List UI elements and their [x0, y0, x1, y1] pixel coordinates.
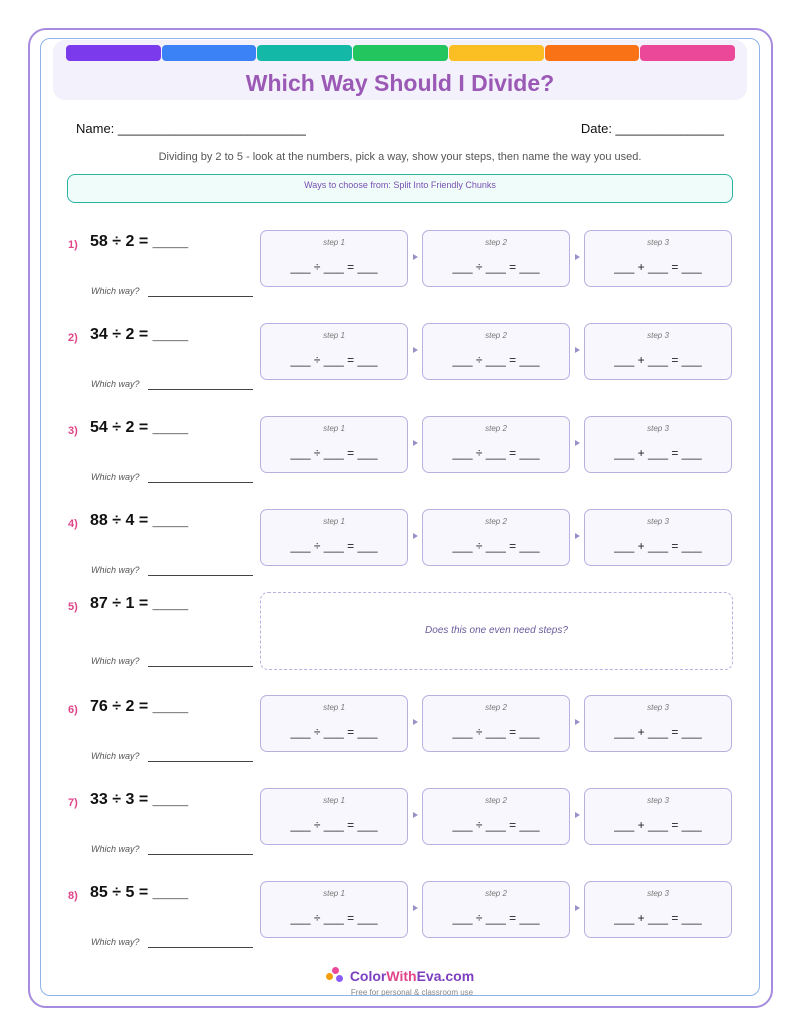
step-equation[interactable]: ___ + ___ = ___: [614, 353, 702, 367]
step-equation[interactable]: ___ + ___ = ___: [614, 539, 702, 553]
step-label: step 1: [323, 889, 345, 898]
problem-expression[interactable]: 58 ÷ 2 = ____: [90, 233, 189, 250]
problem-number: 7): [68, 797, 78, 809]
no-steps-box[interactable]: Does this one even need steps?: [260, 592, 733, 670]
problem-row: [0, 788, 800, 878]
step-label: step 3: [647, 331, 669, 340]
strategy-box: Ways to choose from: Split Into Friendly Chunks: [67, 174, 733, 203]
color-stripe: [353, 45, 448, 61]
arrow-right-icon: [413, 347, 418, 353]
step-box[interactable]: [260, 509, 408, 566]
step-box[interactable]: [422, 416, 570, 473]
step-label: step 1: [323, 331, 345, 340]
step-box[interactable]: [422, 788, 570, 845]
arrow-right-icon: [575, 254, 580, 260]
arrow-right-icon: [575, 347, 580, 353]
step-label: step 3: [647, 796, 669, 805]
arrow-right-icon: [575, 905, 580, 911]
step-equation[interactable]: ___ + ___ = ___: [614, 911, 702, 925]
step-equation[interactable]: ___ ÷ ___ = ___: [290, 260, 378, 274]
which-way-label: Which way?: [91, 751, 140, 761]
step-label: step 3: [647, 517, 669, 526]
problem-row: [0, 323, 800, 413]
which-way-label: Which way?: [91, 656, 140, 666]
step-label: step 1: [323, 517, 345, 526]
step-box[interactable]: [422, 323, 570, 380]
arrow-right-icon: [413, 254, 418, 260]
step-label: step 2: [485, 331, 507, 340]
which-way-label: Which way?: [91, 286, 140, 296]
color-stripe: [66, 45, 161, 61]
step-equation[interactable]: ___ ÷ ___ = ___: [452, 446, 540, 460]
arrow-right-icon: [575, 533, 580, 539]
step-box[interactable]: [422, 509, 570, 566]
which-way-answer-line[interactable]: [148, 947, 253, 948]
color-stripe: [449, 45, 544, 61]
step-box[interactable]: [260, 323, 408, 380]
footer: [0, 967, 800, 997]
arrow-right-icon: [575, 440, 580, 446]
which-way-label: Which way?: [91, 565, 140, 575]
arrow-right-icon: [413, 812, 418, 818]
step-label: step 3: [647, 238, 669, 247]
problem-row: [0, 416, 800, 506]
which-way-answer-line[interactable]: [148, 296, 253, 297]
problem-expression[interactable]: 76 ÷ 2 = ____: [90, 698, 189, 715]
step-equation[interactable]: ___ ÷ ___ = ___: [452, 818, 540, 832]
arrow-right-icon: [413, 905, 418, 911]
arrow-right-icon: [575, 812, 580, 818]
step-equation[interactable]: ___ + ___ = ___: [614, 725, 702, 739]
step-box[interactable]: [260, 230, 408, 287]
problem-row: [0, 695, 800, 785]
step-box[interactable]: [584, 509, 732, 566]
step-equation[interactable]: ___ ÷ ___ = ___: [290, 911, 378, 925]
problem-number: 5): [68, 601, 78, 613]
step-box[interactable]: [422, 230, 570, 287]
which-way-answer-line[interactable]: [148, 854, 253, 855]
step-equation[interactable]: ___ ÷ ___ = ___: [290, 539, 378, 553]
step-label: step 2: [485, 889, 507, 898]
which-way-label: Which way?: [91, 937, 140, 947]
which-way-label: Which way?: [91, 844, 140, 854]
date-field[interactable]: Date: _______________: [580, 121, 724, 136]
step-box[interactable]: [584, 881, 732, 938]
palette-icon: [326, 967, 344, 985]
color-stripe: [545, 45, 640, 61]
problem-expression[interactable]: 88 ÷ 4 = ____: [90, 512, 189, 529]
step-equation[interactable]: ___ ÷ ___ = ___: [290, 725, 378, 739]
step-box[interactable]: [422, 695, 570, 752]
problem-number: 8): [68, 890, 78, 902]
step-label: step 3: [647, 703, 669, 712]
arrow-right-icon: [413, 719, 418, 725]
instructions-text: Dividing by 2 to 5 - look at the numbers, pick a way, show your steps, then name the way you used.: [158, 151, 642, 163]
step-equation[interactable]: ___ ÷ ___ = ___: [452, 539, 540, 553]
footer-tagline: Free for personal & classroom use: [350, 988, 474, 997]
step-label: step 1: [323, 703, 345, 712]
arrow-right-icon: [413, 533, 418, 539]
step-equation[interactable]: ___ ÷ ___ = ___: [290, 818, 378, 832]
step-label: step 1: [323, 424, 345, 433]
step-equation[interactable]: ___ ÷ ___ = ___: [452, 911, 540, 925]
step-equation[interactable]: ___ ÷ ___ = ___: [452, 260, 540, 274]
color-stripe-bar: [66, 45, 735, 61]
arrow-right-icon: [575, 719, 580, 725]
which-way-answer-line[interactable]: [148, 666, 253, 667]
which-way-answer-line[interactable]: [148, 389, 253, 390]
step-equation[interactable]: ___ ÷ ___ = ___: [452, 725, 540, 739]
step-label: step 2: [485, 703, 507, 712]
step-box[interactable]: [260, 695, 408, 752]
step-box[interactable]: [584, 323, 732, 380]
step-box[interactable]: [584, 695, 732, 752]
step-equation[interactable]: ___ ÷ ___ = ___: [290, 353, 378, 367]
step-box[interactable]: [260, 881, 408, 938]
color-stripe: [162, 45, 257, 61]
color-stripe: [257, 45, 352, 61]
step-box[interactable]: [260, 416, 408, 473]
step-box[interactable]: [422, 881, 570, 938]
step-box[interactable]: [260, 788, 408, 845]
step-label: step 3: [647, 889, 669, 898]
step-equation[interactable]: ___ + ___ = ___: [614, 260, 702, 274]
problem-row: [0, 881, 800, 971]
problem-row: [0, 509, 800, 599]
step-box[interactable]: [584, 788, 732, 845]
problem-number: 3): [68, 425, 78, 437]
problem-row: [0, 230, 800, 320]
name-field[interactable]: Name: __________________________: [76, 121, 306, 136]
step-label: step 2: [485, 238, 507, 247]
worksheet-title: Which Way Should I Divide?: [245, 70, 555, 96]
problem-row: [0, 592, 800, 682]
step-label: step 2: [485, 424, 507, 433]
which-way-label: Which way?: [91, 472, 140, 482]
which-way-answer-line[interactable]: [148, 482, 253, 483]
color-stripe: [640, 45, 735, 61]
problem-number: 6): [68, 704, 78, 716]
problem-expression[interactable]: 87 ÷ 1 = ____: [90, 595, 189, 612]
step-label: step 1: [323, 796, 345, 805]
step-label: step 2: [485, 517, 507, 526]
problem-expression[interactable]: 85 ÷ 5 = ____: [90, 884, 189, 901]
step-label: step 1: [323, 238, 345, 247]
problem-expression[interactable]: 54 ÷ 2 = ____: [90, 419, 189, 436]
problem-expression[interactable]: 33 ÷ 3 = ____: [90, 791, 189, 808]
problem-number: 2): [68, 332, 78, 344]
which-way-answer-line[interactable]: [148, 575, 253, 576]
problem-expression[interactable]: 34 ÷ 2 = ____: [90, 326, 189, 343]
arrow-right-icon: [413, 440, 418, 446]
step-label: step 2: [485, 796, 507, 805]
step-label: step 3: [647, 424, 669, 433]
which-way-answer-line[interactable]: [148, 761, 253, 762]
brand-logo: [326, 967, 474, 985]
problem-number: 4): [68, 518, 78, 530]
step-box[interactable]: [584, 416, 732, 473]
step-equation[interactable]: ___ + ___ = ___: [614, 446, 702, 460]
brand-name: ColorWithEva.com: [349, 968, 475, 984]
step-equation[interactable]: ___ ÷ ___ = ___: [290, 446, 378, 460]
step-box[interactable]: [584, 230, 732, 287]
which-way-label: Which way?: [91, 379, 140, 389]
problem-number: 1): [68, 239, 78, 251]
step-equation[interactable]: ___ + ___ = ___: [614, 818, 702, 832]
step-equation[interactable]: ___ ÷ ___ = ___: [452, 353, 540, 367]
